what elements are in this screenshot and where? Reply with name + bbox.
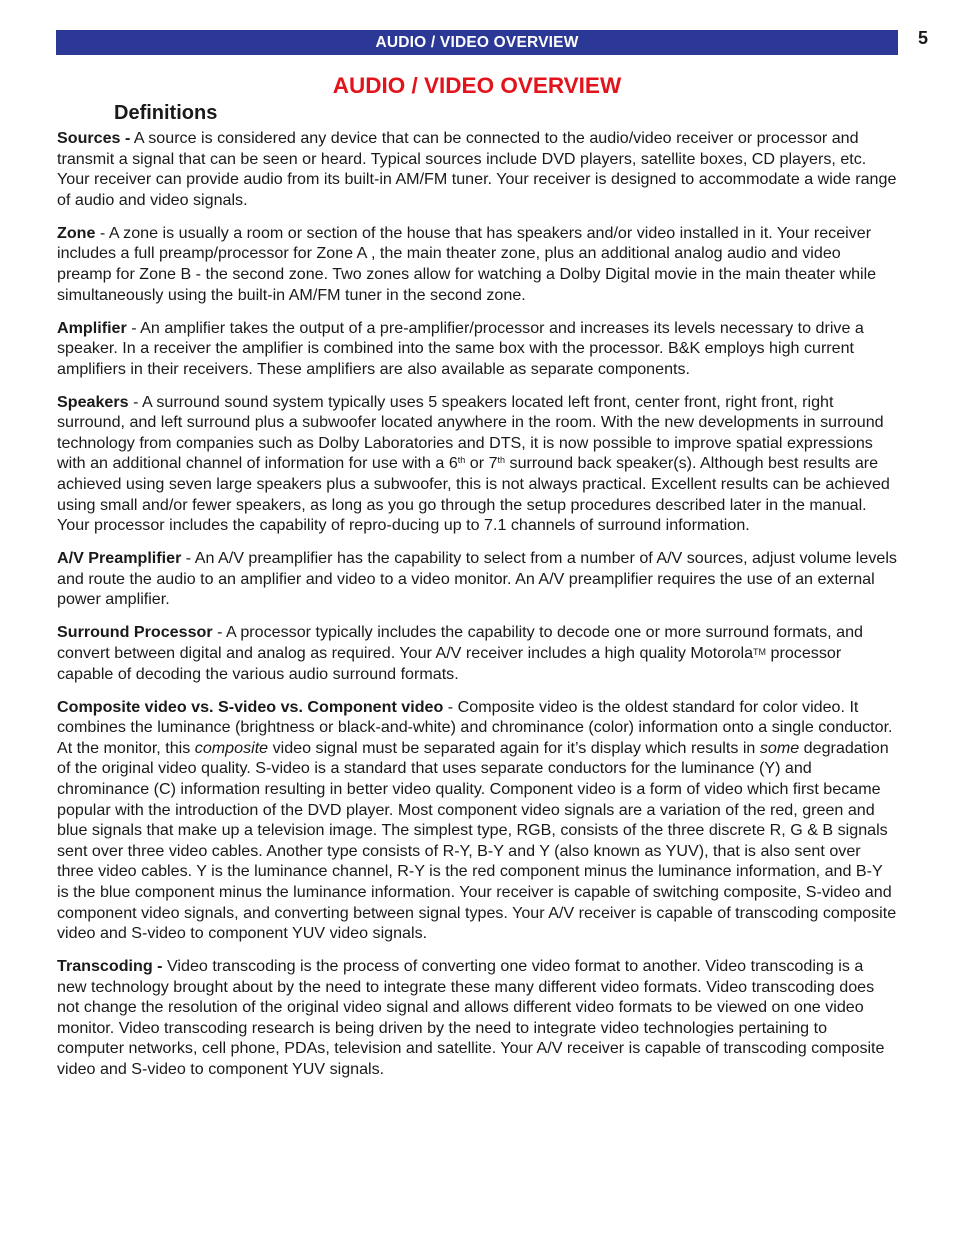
definition-text: - A zone is usually a room or section of the house that has speakers and/or video installed in it. Your receiver includes a full preamp/processor for Zone A , the main theater zone, plus an additional analog audio and video preamp for Zone B - the second zone. Two zones allow for watching a Dolby Digital movie in the main theater while simultaneously using the built-in AM/FM tuner in the second zone.	[57, 223, 877, 304]
header-bar	[56, 30, 898, 55]
definition-term: Composite video vs. S-video vs. Component video	[57, 697, 444, 716]
section-heading: Definitions	[114, 102, 218, 124]
definition-text: video signal must be separated again for it’s display which results in	[268, 738, 760, 757]
definition-text: Video transcoding is the process of converting one video format to another. Video transcoding is a new technology brought about by the need to integrate these many different video formats. Video transcoding does not change the resolution of the original video signal and allows different video formats to be viewed on one video monitor. Video transcoding research is being driven by the need to integrate video technologies pertaining to computer networks, cell phone, PDAs, television and satellite. Your A/V receiver is capable of transcoding composite video and S-video to component YUV signals.	[57, 957, 885, 1079]
definition-text: or 7	[465, 454, 498, 473]
definition-composite-video	[57, 697, 897, 944]
definition-text: - A surround sound system typically uses 5 speakers located left front, center front, right front, right surround, and left surround plus a subwoofer located anywhere in the room. With the new developments in surround technology from companies such as Dolby Laboratories and DTS, it is now possible to improve spatial expressions with an additional channel of information for use with a 6	[57, 392, 884, 473]
emphasis-text: composite	[194, 738, 269, 757]
definition-sources	[57, 128, 897, 210]
definition-term: Speakers	[57, 392, 129, 411]
definition-term: Sources -	[57, 129, 131, 147]
definition-text: - An amplifier takes the output of a pre-amplifier/processor and increases its levels necessary to drive a speaker. In a receiver the amplifier is combined into the same box with the processor. B&K employs high current amplifiers in their receivers. These amplifiers are also available as separate components.	[57, 318, 864, 378]
definition-text: - An A/V preamplifier has the capability to select from a number of A/V sources, adjust volume levels and route the audio to an amplifier and video to a video monitor. An A/V preamplifier requires the use of an external power amplifier.	[57, 549, 897, 609]
definition-text: A source is considered any device that can be connected to the audio/video receiver or processor and transmit a signal that can be seen or heard. Typical sources include DVD players, satellite boxes, CD players, etc. Your receiver can provide audio from its built-in AM/FM tuner. Your receiver is designed to accommodate a wide range of audio and video signals.	[57, 129, 897, 209]
superscript: th	[497, 455, 506, 466]
definitions-body	[57, 128, 897, 1092]
header-bar-title: AUDIO / VIDEO OVERVIEW	[375, 33, 579, 51]
superscript: th	[457, 455, 466, 466]
definition-transcoding	[57, 956, 897, 1080]
definition-amplifier	[57, 318, 897, 380]
definition-term: Surround Processor	[57, 623, 213, 642]
definition-text: processor capable of decoding the various audio surround formats.	[57, 644, 842, 683]
page-number: 5	[918, 28, 929, 48]
definition-text: surround back speaker(s). Although best results are achieved using seven large speakers plus a subwoofer, this is not always practical. Excellent results can be achieved using small and/or fewer speakers, as long as you go through the setup procedures described later in the manual. Your processor includes the capability of repro-ducing up to 7.1 channels of surround information.	[57, 454, 890, 535]
definition-zone	[57, 223, 897, 305]
definition-speakers	[57, 392, 897, 536]
page-title: AUDIO / VIDEO OVERVIEW	[332, 73, 622, 98]
definition-text: - A processor typically includes the capability to decode one or more surround formats, and convert between digital and analog as required. Your A/V receiver includes a high quality Motorola	[57, 623, 863, 663]
definition-term: Transcoding -	[57, 957, 163, 976]
trademark-mark: TM	[753, 647, 767, 658]
definition-surround-processor	[57, 622, 897, 684]
definition-av-preamplifier	[57, 548, 897, 610]
definition-term: A/V Preamplifier	[57, 549, 182, 568]
emphasis-text: some	[759, 738, 800, 757]
definition-text: - Composite video is the oldest standard for color video. It combines the luminance (brightness or black-and-white) and chrominance (color) information onto a single conductor. At the monitor, this	[57, 697, 893, 757]
definition-text: degradation of the original video quality. S-video is a standard that uses separate conductors for the luminance (Y) and chrominance (C) information resulting in better video quality. Component video is a form of video which first became popular with the introduction of the DVD player. Most component video signals are a variation of the red, green and blue signals that make up a television image. The simplest type, RGB, consists of the three discrete R, G & B signals sent over three video cables. Another type consists of R-Y, B-Y and Y (also known as YUV), that is also sent over three video cables. Y is the luminance channel, R-Y is the red component minus the luminance information, and B-Y is the blue component minus the luminance information. Your receiver is capable of switching composite, S-video and component video signals, and converting between signal types. Your A/V receiver is capable of transcoding composite video and S-video to component YUV video signals.	[57, 738, 897, 943]
definition-term: Amplifier	[57, 318, 127, 337]
definition-term: Zone	[57, 223, 96, 242]
